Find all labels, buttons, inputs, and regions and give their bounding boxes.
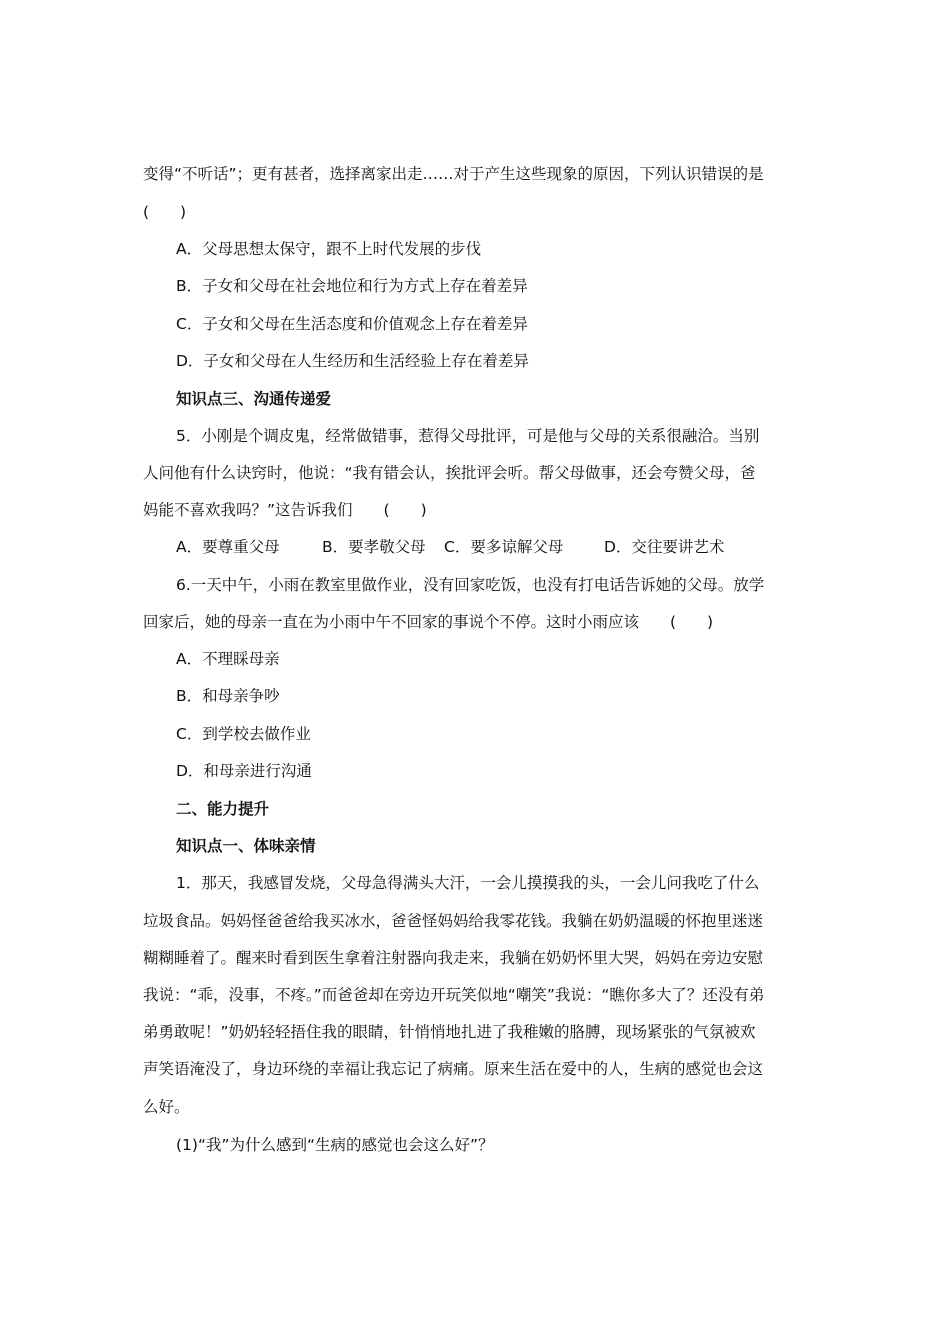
- q5-option-b: B．要孝敬父母: [322, 538, 426, 556]
- q5-stem-line-3: 妈能不喜欢我吗？”这告诉我们 ( ): [143, 501, 427, 519]
- q6-option-d: D．和母亲进行沟通: [176, 762, 312, 780]
- passage-line-3: 糊糊睡着了。醒来时看到医生拿着注射器向我走来，我躺在奶奶怀里大哭，妈妈在旁边安慰: [143, 949, 764, 967]
- q6-option-b: B．和母亲争吵: [176, 687, 280, 705]
- q4-option-c: C．子女和父母在生活态度和价值观念上存在着差异: [176, 315, 528, 333]
- q6-stem-line-1: 6.一天中午，小雨在教室里做作业，没有回家吃饭，也没有打电话告诉她的父母。放学: [176, 576, 765, 594]
- q4-option-d: D．子女和父母在人生经历和生活经验上存在着差异: [176, 352, 529, 370]
- section-2-heading: 二、能力提升: [176, 800, 270, 818]
- passage-line-5: 弟勇敢呢！”奶奶轻轻捂住我的眼睛，针悄悄地扎进了我稚嫩的胳膊，现场紧张的气氛被欢: [143, 1023, 756, 1041]
- knowledge-point-3-heading: 知识点三、沟通传递爱: [176, 390, 332, 408]
- q5-option-d: D．交往要讲艺术: [604, 538, 725, 556]
- q4-option-b: B．子女和父母在社会地位和行为方式上存在着差异: [176, 277, 528, 295]
- knowledge-point-1-heading: 知识点一、体味亲情: [176, 837, 316, 855]
- q4-option-a: A．父母思想太保守，跟不上时代发展的步伐: [176, 240, 482, 258]
- sub-question-1: (1)“我”为什么感到“生病的感觉也会这么好”？: [176, 1136, 494, 1154]
- passage-line-1: 1．那天，我感冒发烧，父母急得满头大汗，一会儿摸摸我的头，一会儿问我吃了什么: [176, 874, 760, 892]
- q4-stem-line: 变得“不听话”；更有甚者，选择离家出走……对于产生这些现象的原因，下列认识错误的是: [143, 165, 764, 183]
- q6-option-a: A．不理睬母亲: [176, 650, 280, 668]
- q5-stem-line-2: 人问他有什么诀窍时，他说：“我有错会认，挨批评会听。帮父母做事，还会夸赞父母，爸: [143, 464, 756, 482]
- passage-line-6: 声笑语淹没了，身边环绕的幸福让我忘记了病痛。原来生活在爱中的人，生病的感觉也会这: [143, 1060, 764, 1078]
- passage-line-7: 么好。: [143, 1098, 190, 1116]
- q6-stem-line-2: 回家后，她的母亲一直在为小雨中午不回家的事说个不停。这时小雨应该 ( ): [143, 613, 714, 631]
- q4-answer-paren: ( ): [143, 203, 187, 221]
- q6-option-c: C．到学校去做作业: [176, 725, 311, 743]
- passage-line-2: 垃圾食品。妈妈怪爸爸给我买冰水，爸爸怪妈妈给我零花钱。我躺在奶奶温暖的怀抱里迷迷: [143, 912, 764, 930]
- passage-line-4: 我说：“乖，没事，不疼。”而爸爸却在旁边开玩笑似地“嘲笑”我说：“瞧你多大了？还没有弟: [143, 986, 765, 1004]
- q5-stem-line-1: 5．小刚是个调皮鬼，经常做错事，惹得父母批评，可是他与父母的关系很融洽。当别: [176, 427, 760, 445]
- q5-option-a: A．要尊重父母: [176, 538, 280, 556]
- q5-options-row: [176, 536, 724, 558]
- q5-option-c: C．要多谅解父母: [444, 538, 564, 556]
